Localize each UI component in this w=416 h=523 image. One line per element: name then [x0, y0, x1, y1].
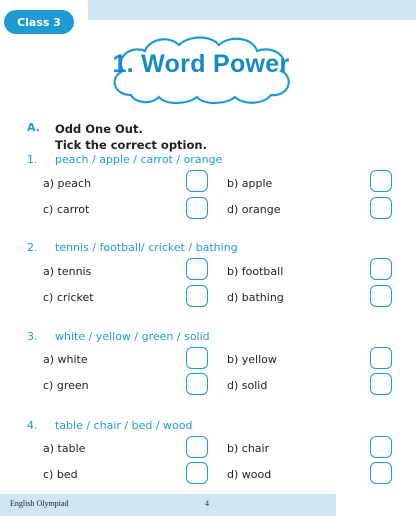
tick-box-q4-c[interactable]	[186, 462, 208, 484]
section-title	[55, 121, 207, 153]
question-number: 1.	[27, 153, 38, 166]
class-badge: Class 3	[4, 10, 74, 34]
tick-box-q1-c[interactable]	[186, 197, 208, 219]
question-number: 2.	[27, 241, 38, 254]
option-label: d) bathing	[227, 291, 284, 304]
option-label: b) football	[227, 265, 284, 278]
footer-book-title: English Olympiad	[10, 499, 69, 508]
option-label: b) apple	[227, 177, 273, 190]
option-label: b) yellow	[227, 353, 277, 366]
question-2	[27, 241, 238, 254]
tick-box-q4-d[interactable]	[370, 462, 392, 484]
tick-box-q2-a[interactable]	[186, 258, 208, 280]
section-letter: A.	[27, 121, 40, 134]
question-1	[27, 153, 222, 166]
tick-box-q2-d[interactable]	[370, 285, 392, 307]
question-4	[27, 419, 192, 432]
tick-box-q4-b[interactable]	[370, 436, 392, 458]
option-label: d) wood	[227, 468, 272, 481]
tick-box-q1-b[interactable]	[370, 170, 392, 192]
option-label: c) carrot	[43, 203, 90, 216]
option-label: a) peach	[43, 177, 92, 190]
page-title: 1. Word Power	[112, 50, 290, 78]
tick-box-q3-a[interactable]	[186, 347, 208, 369]
tick-box-q1-d[interactable]	[370, 197, 392, 219]
tick-box-q4-a[interactable]	[186, 436, 208, 458]
tick-box-q3-d[interactable]	[370, 373, 392, 395]
question-number: 3.	[27, 330, 38, 343]
section-title-line2: Tick the correct option.	[55, 138, 207, 152]
option-label: a) white	[43, 353, 88, 366]
section-title-line1: Odd One Out.	[55, 122, 143, 136]
page-number: 4	[205, 499, 209, 508]
option-label: c) green	[43, 379, 89, 392]
question-text: white / yellow / green / solid	[55, 330, 210, 343]
option-label: d) solid	[227, 379, 268, 392]
top-band	[88, 0, 416, 20]
tick-box-q3-b[interactable]	[370, 347, 392, 369]
question-number: 4.	[27, 419, 38, 432]
question-3	[27, 330, 210, 343]
option-label: a) table	[43, 442, 86, 455]
option-label: c) bed	[43, 468, 78, 481]
tick-box-q1-a[interactable]	[186, 170, 208, 192]
question-text: table / chair / bed / wood	[55, 419, 193, 432]
tick-box-q2-c[interactable]	[186, 285, 208, 307]
question-text: peach / apple / carrot / orange	[55, 153, 223, 166]
option-label: c) cricket	[43, 291, 94, 304]
option-label: d) orange	[227, 203, 281, 216]
question-text: tennis / football/ cricket / bathing	[55, 241, 238, 254]
option-label: b) chair	[227, 442, 270, 455]
tick-box-q2-b[interactable]	[370, 258, 392, 280]
tick-box-q3-c[interactable]	[186, 373, 208, 395]
option-label: a) tennis	[43, 265, 92, 278]
